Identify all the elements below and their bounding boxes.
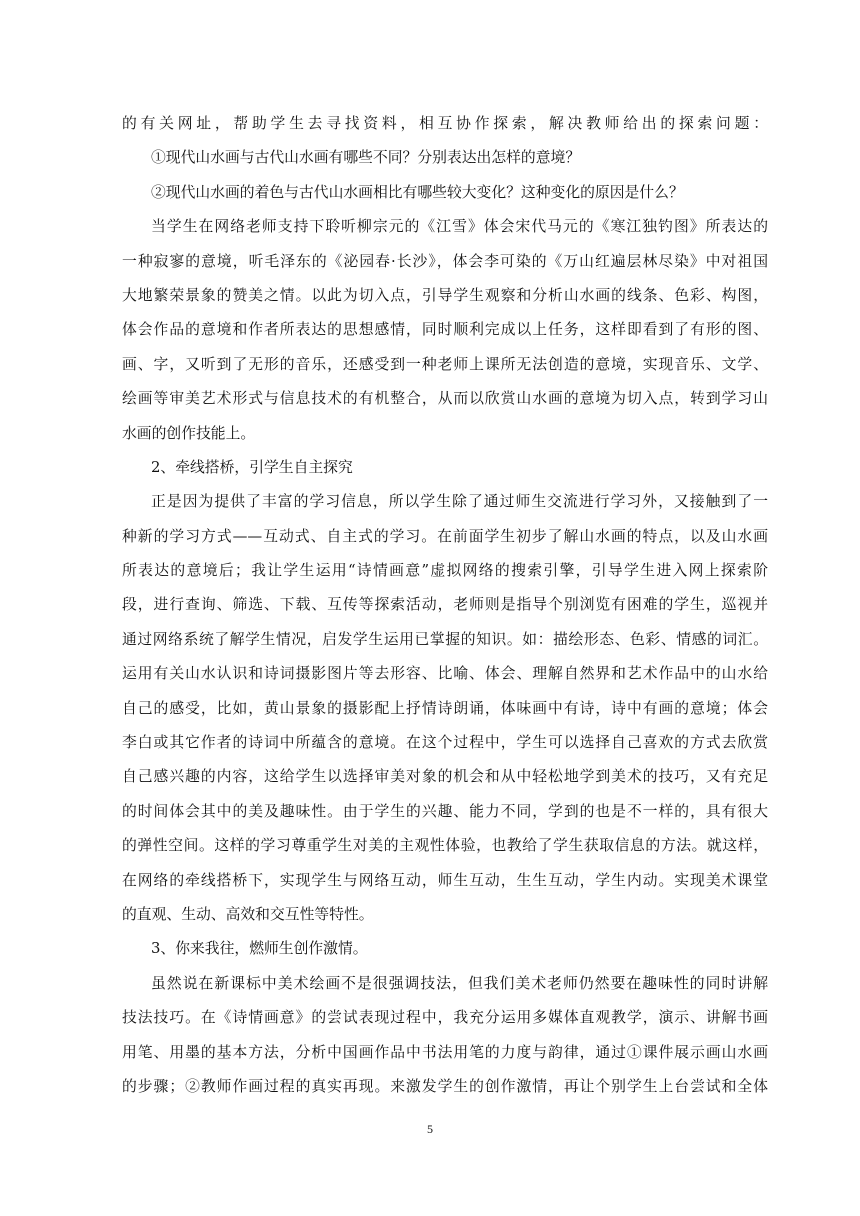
text-line: 种新的学习方式——互动式、自主式的学习。在前面学生初步了解山水画的特点，以及山水画: [122, 527, 768, 545]
text-line: 绘画等审美艺术形式与信息技术的有机整合，从而以欣赏山水画的意境为切入点，转到学习山: [122, 390, 768, 408]
body-text: [122, 107, 768, 1104]
text-line: 当学生在网络老师支持下聆听柳宗元的《江雪》体会宋代马元的《寒江独钓图》所表达的: [151, 218, 768, 236]
text-line: 的直观、生动、高效和交互性等特性。: [122, 905, 374, 923]
text-line: 用笔、用墨的基本方法，分析中国画作品中书法用笔的力度与韵律，通过①课件展示画山水画: [122, 1043, 768, 1061]
text-line: 自己感兴趣的内容，这给学生以选择审美对象的机会和从中轻松地学到美术的技巧，又有充足: [122, 768, 768, 786]
text-line: 画、字，又听到了无形的音乐，还感受到一种老师上课所无法创造的意境，实现音乐、文学、: [122, 355, 768, 373]
section-heading: 2、牵线搭桥，引学生自主探究: [151, 458, 353, 476]
text-line: 在网络的牵线搭桥下，实现学生与网络互动，师生互动，生生互动，学生内动。实现美术课堂: [122, 871, 768, 889]
page-number: 5: [427, 1122, 433, 1136]
text-line: 通过网络系统了解学生情况，启发学生运用已掌握的知识。如：描绘形态、色彩、情感的词汇。: [122, 630, 768, 648]
text-line: 李白或其它作者的诗词中所蕴含的意境。在这个过程中，学生可以选择自己喜欢的方式去欣赏: [122, 734, 768, 752]
text-line: 的有关网址，帮助学生去寻找资料，相互协作探索，解决教师给出的探索问题：: [122, 115, 768, 132]
text-line: 的时间体会其中的美及趣味性。由于学生的兴趣、能力不同，学到的也是不一样的，具有很大: [122, 802, 768, 820]
text-line: 所表达的意境后；我让学生运用“诗情画意”虚拟网络的搜索引擎，引导学生进入网上探索阶: [122, 562, 768, 580]
text-line: 水画的创作技能上。: [122, 424, 256, 442]
text-line: 的步骤；②教师作画过程的真实再现。来激发学生的创作激情，再让个别学生上台尝试和全体: [122, 1077, 768, 1095]
section-heading: 3、你来我往，燃师生创作激情。: [151, 940, 368, 958]
text-line: 虽然说在新课标中美术绘画不是很强调技法，但我们美术老师仍然要在趣味性的同时讲解: [151, 974, 768, 992]
text-line: 正是因为提供了丰富的学习信息，所以学生除了通过师生交流进行学习外，又接触到了一: [151, 493, 768, 511]
text-line: 体会作品的意境和作者所表达的思想感情，同时顺利完成以上任务，这样即看到了有形的图、: [122, 321, 768, 339]
text-line: 运用有关山水认识和诗词摄影图片等去形容、比喻、体会、理解自然界和艺术作品中的山水给: [122, 665, 768, 683]
text-line: 的弹性空间。这样的学习尊重学生对美的主观性体验，也教给了学生获取信息的方法。就这样，: [122, 837, 768, 855]
text-line: ①现代山水画与古代山水画有哪些不同？分别表达出怎样的意境？: [151, 149, 581, 167]
text-line: ②现代山水画的着色与古代山水画相比有哪些较大变化？这种变化的原因是什么？: [151, 183, 684, 201]
text-line: 段，进行查询、筛选、下载、互传等探索活动，老师则是指导个别浏览有困难的学生，巡视并: [122, 596, 768, 614]
text-line: 一种寂寥的意境，听毛泽东的《泌园春·长沙》，体会李可染的《万山红遍层林尽染》中对祖国: [122, 252, 768, 270]
text-line: 大地繁荣景象的赞美之情。以此为切入点，引导学生观察和分析山水画的线条、色彩、构图，: [122, 286, 768, 304]
text-line: 技法技巧。在《诗情画意》的尝试表现过程中，我充分运用多媒体直观教学，演示、讲解书画: [122, 1009, 768, 1027]
text-line: 自己的感受，比如，黄山景象的摄影配上抒情诗朗诵，体味画中有诗，诗中有画的意境；体会: [122, 699, 768, 717]
